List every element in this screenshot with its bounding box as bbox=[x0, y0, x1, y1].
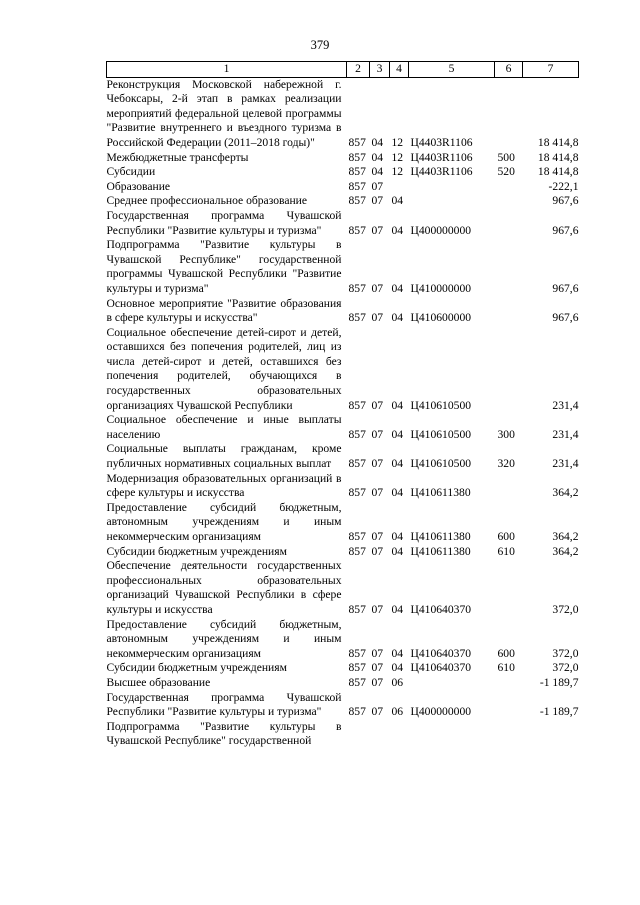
row-target-article: Ц410610500 bbox=[410, 427, 472, 441]
table-row bbox=[107, 209, 579, 238]
row-expense-type bbox=[495, 676, 523, 691]
column-header: 7 bbox=[523, 62, 579, 78]
row-subsection bbox=[390, 180, 409, 195]
column-header: 5 bbox=[409, 62, 495, 78]
row-name: Социальное обеспечение детей-сирот и детей, оставшихся без попечения родителей, лиц из числа детей-сирот и детей, оставшихся без попечения родителей, обучающихся в государственных образовательных организациях Чувашской Республики bbox=[106, 325, 342, 412]
row-subsection: 04 bbox=[391, 427, 404, 441]
table-row bbox=[107, 691, 579, 720]
row-target-article: Ц4403R1106 bbox=[410, 135, 473, 149]
row-section: 07 bbox=[371, 530, 384, 543]
row-admin-code: 857 bbox=[348, 194, 366, 208]
row-subsection: 04 bbox=[391, 457, 404, 471]
row-subsection: 04 bbox=[391, 530, 404, 543]
row-section: 07 bbox=[371, 457, 384, 471]
row-admin-code: 857 bbox=[348, 165, 366, 179]
row-target-article: Ц400000000 bbox=[410, 705, 472, 719]
row-subsection: 04 bbox=[391, 661, 404, 675]
row-subsection: 12 bbox=[391, 165, 404, 179]
table-row bbox=[107, 194, 579, 209]
row-section: 07 bbox=[371, 675, 384, 689]
row-subsection: 06 bbox=[391, 675, 404, 689]
row-amount: 18 414,8 bbox=[537, 135, 579, 149]
row-section: 07 bbox=[371, 398, 384, 412]
row-target-article bbox=[409, 676, 495, 691]
table-row bbox=[107, 165, 579, 180]
row-subsection: 04 bbox=[391, 194, 404, 208]
row-name: Подпрограмма "Развитие культуры в Чувашской Республике" государственной программы Чувашской Республики "Развитие культуры и туризма" bbox=[106, 238, 342, 295]
row-expense-type bbox=[495, 691, 523, 720]
row-admin-code: 857 bbox=[348, 705, 366, 719]
row-admin-code bbox=[347, 720, 370, 749]
table-header-row bbox=[107, 62, 579, 78]
row-admin-code: 857 bbox=[348, 486, 366, 500]
table-row bbox=[107, 442, 579, 471]
row-admin-code: 857 bbox=[348, 661, 366, 675]
row-target-article: Ц410611380 bbox=[410, 530, 471, 543]
row-admin-code: 857 bbox=[348, 675, 366, 689]
row-section: 07 bbox=[371, 427, 384, 441]
table-row bbox=[107, 297, 579, 326]
row-admin-code: 857 bbox=[348, 223, 366, 237]
row-subsection: 04 bbox=[391, 646, 404, 660]
page-number: 379 bbox=[310, 38, 330, 52]
row-subsection bbox=[390, 720, 409, 749]
row-name: Предоставление субсидий бюджетным, автономным учреждениям и иным некоммерческим организациям bbox=[106, 617, 342, 660]
row-admin-code: 857 bbox=[348, 602, 366, 616]
row-target-article: Ц400000000 bbox=[410, 223, 472, 237]
row-target-article: Ц410610500 bbox=[410, 457, 472, 471]
row-expense-type bbox=[495, 559, 523, 617]
row-admin-code: 857 bbox=[348, 398, 366, 412]
row-name: Государственная программа Чувашской Республики "Развитие культуры и туризма" bbox=[106, 690, 342, 719]
row-expense-type: 600 bbox=[497, 530, 515, 543]
row-amount: -1 189,7 bbox=[539, 675, 579, 689]
row-section: 07 bbox=[371, 661, 384, 675]
row-name: Межбюджетные трансферты bbox=[106, 150, 249, 164]
row-target-article: Ц410611380 bbox=[410, 544, 471, 558]
row-amount: 967,6 bbox=[552, 311, 579, 325]
row-expense-type bbox=[495, 720, 523, 749]
row-amount: -222,1 bbox=[548, 179, 579, 193]
row-target-article bbox=[409, 720, 495, 749]
row-amount: 967,6 bbox=[552, 281, 579, 295]
row-amount: 231,4 bbox=[552, 457, 579, 471]
row-section: 07 bbox=[371, 281, 384, 295]
row-section: 07 bbox=[371, 544, 384, 558]
row-amount: 967,6 bbox=[552, 223, 579, 237]
row-subsection: 04 bbox=[391, 311, 404, 325]
row-subsection: 04 bbox=[391, 602, 404, 616]
row-expense-type bbox=[495, 180, 523, 195]
column-header: 4 bbox=[390, 62, 409, 78]
row-amount: 967,6 bbox=[552, 194, 579, 208]
row-target-article: Ц4403R1106 bbox=[410, 150, 473, 164]
row-name: Реконструкция Московской набережной г. Чебоксары, 2-й этап в рамках реализации мероприятий федеральной целевой программы "Развитие внутреннего и въездного туризма в Российской Федерации (2011–2018 годы)" bbox=[106, 77, 342, 149]
row-subsection: 12 bbox=[391, 135, 404, 149]
row-expense-type: 320 bbox=[497, 457, 515, 471]
row-target-article: Ц410611380 bbox=[410, 486, 471, 500]
row-name: Основное мероприятие "Развитие образования в сфере культуры и искусства" bbox=[106, 296, 342, 325]
row-expense-type: 300 bbox=[497, 427, 515, 441]
row-admin-code: 857 bbox=[348, 427, 366, 441]
row-name: Среднее профессиональное образование bbox=[106, 194, 308, 208]
row-amount: 372,0 bbox=[552, 661, 579, 675]
row-section: 07 bbox=[371, 179, 384, 193]
table-row bbox=[107, 545, 579, 560]
row-target-article: Ц410640370 bbox=[410, 602, 472, 616]
row-amount: 364,2 bbox=[552, 486, 579, 500]
row-section: 07 bbox=[371, 646, 384, 660]
row-subsection: 04 bbox=[391, 486, 404, 500]
row-name: Образование bbox=[106, 179, 171, 193]
row-amount: 364,2 bbox=[552, 544, 579, 558]
row-subsection: 04 bbox=[391, 281, 404, 295]
row-admin-code: 857 bbox=[348, 150, 366, 164]
row-expense-type bbox=[495, 472, 523, 501]
row-name: Субсидии бюджетным учреждениям bbox=[106, 544, 287, 558]
table-row bbox=[107, 720, 579, 749]
row-admin-code: 857 bbox=[348, 179, 366, 193]
row-amount: 18 414,8 bbox=[537, 150, 579, 164]
row-admin-code: 857 bbox=[348, 530, 366, 543]
table-row bbox=[107, 77, 579, 150]
row-subsection: 04 bbox=[391, 544, 404, 558]
row-amount: 18 414,8 bbox=[537, 165, 579, 179]
row-amount: -1 189,7 bbox=[539, 705, 579, 719]
row-name: Высшее образование bbox=[106, 675, 211, 689]
row-name: Обеспечение деятельности государственных профессиональных образовательных организаций Чувашской Республики в сфере культуры и искусства bbox=[106, 559, 342, 616]
row-section: 04 bbox=[371, 150, 384, 164]
row-expense-type: 610 bbox=[497, 661, 515, 675]
row-admin-code: 857 bbox=[348, 646, 366, 660]
row-name: Субсидии бюджетным учреждениям bbox=[106, 661, 287, 675]
row-target-article: Ц410610500 bbox=[410, 398, 472, 412]
row-name: Социальное обеспечение и иные выплаты населению bbox=[106, 413, 342, 441]
table-row bbox=[107, 326, 579, 414]
row-subsection: 06 bbox=[391, 705, 404, 719]
table-row bbox=[107, 618, 579, 662]
row-name: Подпрограмма "Развитие культуры в Чувашской Республике" государственной bbox=[106, 719, 342, 748]
table-row bbox=[107, 151, 579, 166]
column-header: 1 bbox=[107, 62, 347, 78]
row-target-article: Ц410000000 bbox=[410, 281, 472, 295]
row-amount bbox=[523, 720, 579, 749]
row-target-article: Ц410640370 bbox=[410, 646, 472, 660]
row-section: 07 bbox=[371, 311, 384, 325]
row-name: Государственная программа Чувашской Республики "Развитие культуры и туризма" bbox=[106, 208, 342, 237]
row-target-article: Ц4403R1106 bbox=[410, 165, 473, 179]
table-row bbox=[107, 559, 579, 617]
row-expense-type bbox=[495, 326, 523, 414]
row-admin-code: 857 bbox=[348, 281, 366, 295]
row-amount: 231,4 bbox=[552, 427, 579, 441]
row-expense-type bbox=[495, 297, 523, 326]
row-target-article: Ц410640370 bbox=[410, 661, 472, 675]
row-section: 07 bbox=[371, 602, 384, 616]
budget-table bbox=[106, 61, 579, 749]
row-admin-code: 857 bbox=[348, 457, 366, 471]
row-target-article: Ц410600000 bbox=[410, 311, 472, 325]
column-header: 6 bbox=[495, 62, 523, 78]
row-name: Субсидии bbox=[106, 165, 156, 179]
column-header: 2 bbox=[347, 62, 370, 78]
row-target-article bbox=[409, 194, 495, 209]
row-expense-type bbox=[495, 209, 523, 238]
table-row bbox=[107, 472, 579, 501]
row-expense-type: 610 bbox=[497, 544, 515, 558]
row-expense-type bbox=[495, 77, 523, 150]
row-expense-type: 500 bbox=[497, 150, 515, 164]
row-target-article bbox=[409, 180, 495, 195]
row-name: Социальные выплаты гражданам, кроме публичных нормативных социальных выплат bbox=[106, 442, 342, 471]
row-section: 04 bbox=[371, 165, 384, 179]
row-section: 07 bbox=[371, 705, 384, 719]
row-amount: 372,0 bbox=[552, 646, 579, 660]
row-expense-type: 520 bbox=[497, 165, 515, 179]
row-expense-type: 600 bbox=[497, 646, 515, 660]
row-section: 07 bbox=[371, 486, 384, 500]
row-name: Предоставление субсидий бюджетным, автономным учреждениям и иным некоммерческим организациям bbox=[106, 500, 342, 543]
row-admin-code: 857 bbox=[348, 544, 366, 558]
row-section: 07 bbox=[371, 223, 384, 237]
table-row bbox=[107, 238, 579, 296]
row-admin-code: 857 bbox=[348, 135, 366, 149]
row-subsection: 04 bbox=[391, 398, 404, 412]
row-amount: 364,2 bbox=[552, 530, 579, 543]
row-expense-type bbox=[495, 238, 523, 296]
table-row bbox=[107, 413, 579, 442]
row-name: Модернизация образовательных организаций в сфере культуры и искусства bbox=[106, 471, 342, 500]
row-subsection: 12 bbox=[391, 150, 404, 164]
table-row bbox=[107, 661, 579, 676]
row-amount: 372,0 bbox=[552, 602, 579, 616]
row-expense-type bbox=[495, 194, 523, 209]
table-row bbox=[107, 676, 579, 691]
row-section: 07 bbox=[371, 194, 384, 208]
column-header: 3 bbox=[370, 62, 390, 78]
row-admin-code: 857 bbox=[348, 311, 366, 325]
row-amount: 231,4 bbox=[552, 398, 579, 412]
table-row bbox=[107, 501, 579, 545]
row-section: 04 bbox=[371, 135, 384, 149]
row-subsection: 04 bbox=[391, 223, 404, 237]
table-row bbox=[107, 180, 579, 195]
row-section bbox=[370, 720, 390, 749]
